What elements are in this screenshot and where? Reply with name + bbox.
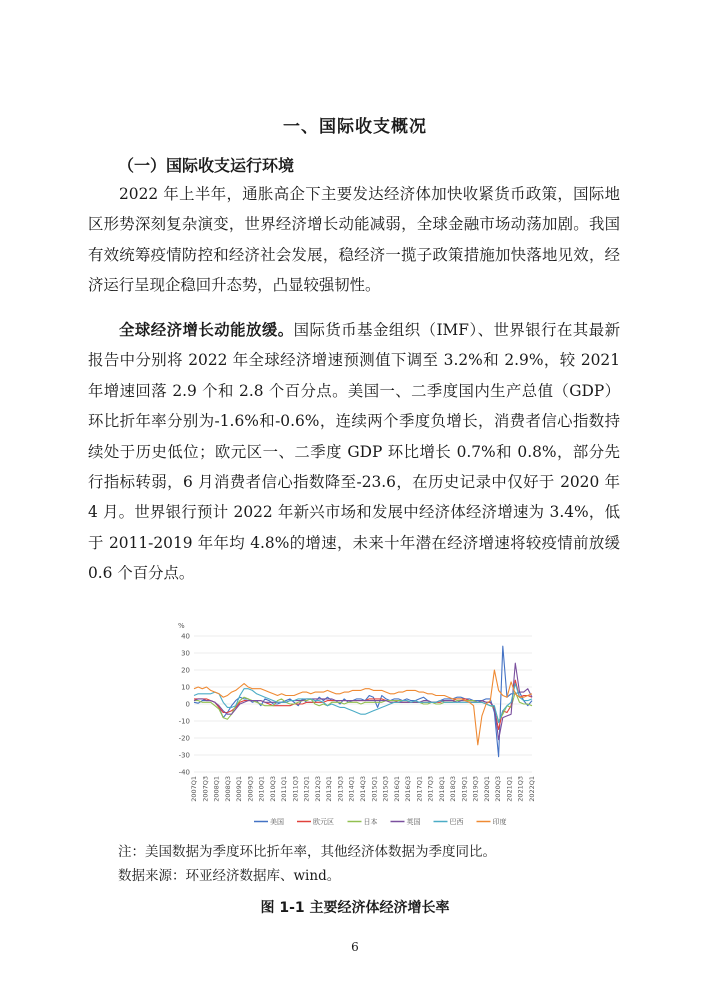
chart-note: 注：美国数据为季度环比折年率，其他经济体数据为季度同比。: [118, 844, 496, 860]
chart-legend: [254, 817, 507, 826]
x-tick-label: 2015Q3: [381, 776, 390, 802]
x-tick-label: 2020Q3: [494, 776, 503, 802]
paragraph-body: 国际货币基金组织（IMF）、世界银行在其最新报告中分别将 2022 年全球经济增速预测值下调至 3.2%和 2.9%，较 2021 年增速回落 2.9 个和 2.8 个百分点。美国一、二季度国内生产总值（GDP）环比折年率分别为-1.6%和-0.6%，连续两个季度负增长，消费者信心指数持续处于历史低位；欧元区一、二季度 GDP 环比增长 0.7%和 0.8%，部分先行指标转弱，6 月消费者信心指数降至-23.6，在历史记录中仅好于 2020 年 4 月。世界银行预计 2022 年新兴市场和发展中经济体经济增速为 3.4%，低于 2011-2019 年年均 4.8%的增速，未来十年潜在经济增速将较疫情前放缓 0.6 个百分点。: [88, 321, 620, 583]
x-tick-label: 2011Q3: [291, 776, 300, 802]
x-tick-label: 2021Q1: [505, 776, 514, 802]
section-title: 一、国际收支概况: [283, 117, 427, 137]
x-tick-label: 2012Q3: [313, 776, 322, 802]
x-tick-label: 2015Q1: [370, 776, 379, 802]
legend-label: 欧元区: [313, 818, 334, 826]
x-tick-label: 2010Q1: [257, 776, 266, 802]
subsection-title: （一）国际收支运行环境: [118, 156, 295, 175]
x-tick-label: 2019Q3: [471, 776, 480, 802]
x-tick-label: 2008Q3: [223, 776, 232, 802]
y-axis-unit: %: [178, 622, 185, 630]
paragraph-lead: 全球经济增长动能放缓。: [119, 321, 294, 339]
chart-source: 数据来源：环亚经济数据库、wind。: [118, 868, 341, 884]
figure-caption: 图 1-1 主要经济体经济增长率: [260, 900, 450, 916]
growth-chart-svg: [172, 620, 542, 834]
x-tick-label: 2018Q1: [437, 776, 446, 802]
x-tick-label: 2021Q3: [516, 776, 525, 802]
x-tick-label: 2013Q3: [336, 776, 345, 802]
x-tick-label: 2020Q1: [482, 776, 491, 802]
y-tick-label: 0: [185, 700, 190, 709]
paragraph-global-growth: [88, 315, 620, 589]
series-line-3: [194, 663, 532, 740]
page-number: 6: [351, 940, 359, 954]
x-tick-label: 2009Q1: [235, 776, 244, 802]
x-tick-label: 2016Q3: [404, 776, 413, 802]
x-tick-label: 2009Q3: [246, 776, 255, 802]
x-tick-label: 2013Q1: [325, 776, 334, 802]
x-tick-label: 2011Q1: [280, 776, 289, 802]
y-tick-label: 10: [181, 683, 190, 692]
y-tick-label: -20: [178, 734, 190, 743]
y-tick-label: -30: [178, 751, 190, 760]
x-tick-label: 2008Q1: [212, 776, 221, 802]
x-tick-label: 2012Q1: [302, 776, 311, 802]
x-tick-label: 2017Q1: [415, 776, 424, 802]
x-tick-label: 2016Q1: [392, 776, 401, 802]
legend-label: 巴西: [449, 818, 464, 826]
growth-chart: [172, 620, 542, 834]
paragraph-environment: 2022 年上半年，通胀高企下主要发达经济体加快收紧货币政策，国际地区形势深刻复杂演变，世界经济增长动能减弱，全球金融市场动荡加剧。我国有效统筹疫情防控和经济社会发展，稳经济一揽子政策措施加快落地见效，经济运行呈现企稳回升态势，凸显较强韧性。: [88, 185, 620, 295]
series-line-0: [194, 646, 532, 757]
legend-label: 英国: [406, 818, 421, 826]
x-tick-label: 2018Q3: [449, 776, 458, 802]
x-tick-label: 2019Q1: [460, 776, 469, 802]
y-tick-label: -10: [178, 717, 190, 726]
x-tick-label: 2014Q1: [347, 776, 356, 802]
x-tick-label: 2007Q1: [190, 776, 198, 802]
chart-grid: [194, 636, 532, 772]
x-tick-label: 2017Q3: [426, 776, 435, 802]
y-axis-ticks: [179, 633, 190, 777]
y-tick-label: 40: [181, 632, 190, 641]
y-tick-label: 30: [181, 649, 190, 658]
y-tick-label: 20: [181, 666, 190, 675]
legend-label: 日本: [363, 818, 378, 826]
chart-series: [194, 646, 532, 757]
legend-label: 美国: [270, 818, 284, 826]
x-axis-ticks: [190, 776, 536, 802]
x-tick-label: 2007Q3: [201, 776, 210, 802]
series-line-5: [194, 670, 532, 745]
x-tick-label: 2010Q3: [268, 776, 277, 802]
x-tick-label: 2014Q3: [359, 776, 367, 802]
y-tick-label: -40: [178, 768, 190, 777]
legend-label: 印度: [492, 818, 507, 826]
x-tick-label: 2022Q1: [528, 776, 536, 802]
